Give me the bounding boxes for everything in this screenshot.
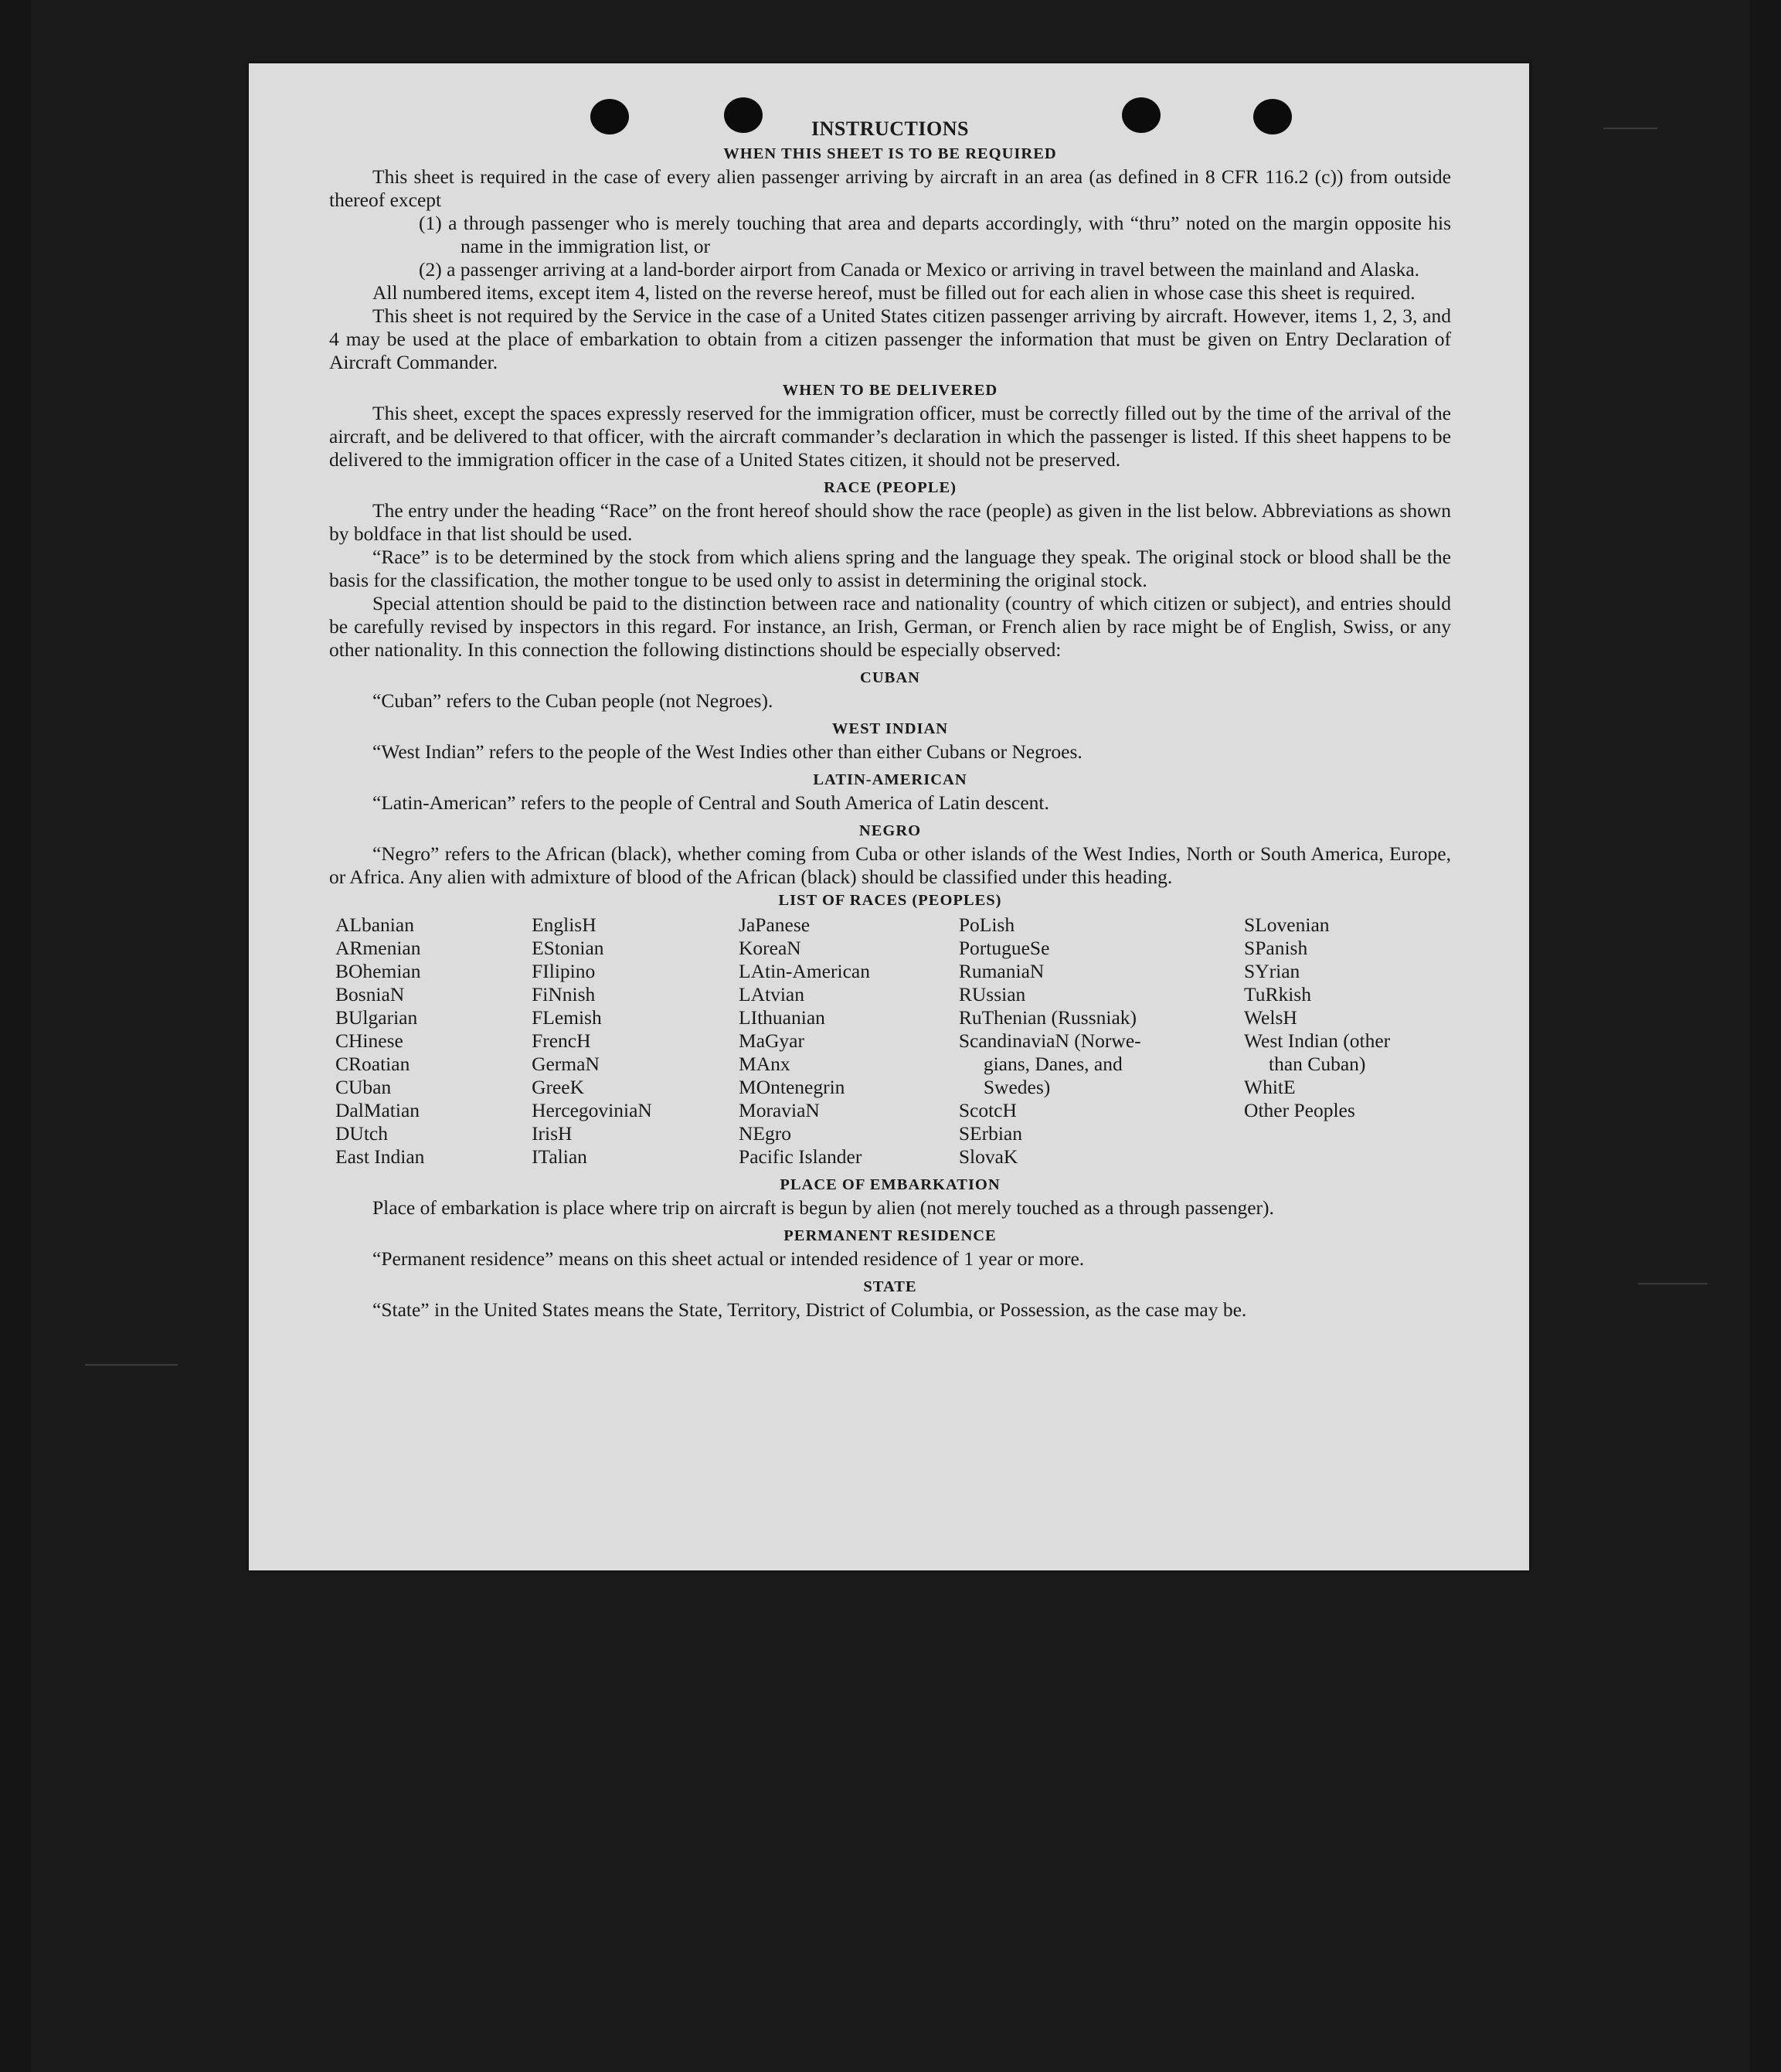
race-item: FiNnish xyxy=(532,983,596,1005)
race-item: LAtvian xyxy=(739,983,804,1005)
film-scratch xyxy=(1603,128,1657,129)
race-item: MOntenegrin xyxy=(739,1076,845,1098)
race-item: RuThenian (Russniak) xyxy=(958,1006,1137,1029)
section-heading-place-of-embarkation: PLACE OF EMBARKATION xyxy=(780,1176,1001,1193)
race-item: SYrian xyxy=(1244,960,1300,982)
section-heading-negro: NEGRO xyxy=(858,822,922,839)
race-item: LIthuanian xyxy=(739,1006,825,1029)
race-item: BOhemian xyxy=(335,960,421,982)
race-item: PortugueSe xyxy=(958,937,1050,959)
race-item: MaGyar xyxy=(739,1029,804,1052)
race-item: PoLish xyxy=(958,914,1015,936)
paragraph-when-required-intro: This sheet is required in the case of every alien passenger arriving by aircraft in an area (as defined in 8 CFR 116.2 (c)) from outside thereof except xyxy=(329,165,1451,211)
races-column-4 xyxy=(959,914,1244,1169)
paragraph-place-of-embarkation: Place of embarkation is place where trip on aircraft is begun by alien (not merely touched as a through passenger). xyxy=(372,1196,1274,1219)
race-item: West Indian (other xyxy=(1244,1029,1391,1052)
section-heading-cuban: CUBAN xyxy=(860,669,920,686)
race-item: CUban xyxy=(335,1076,392,1098)
paragraph-race-entry: The entry under the heading “Race” on the front hereof should show the race (people) as given in the list below. Abbreviations as shown by boldface in that list should be used. xyxy=(329,499,1451,545)
race-item: FrencH xyxy=(532,1029,591,1052)
race-item: GreeK xyxy=(532,1076,585,1098)
race-item: LAtin-American xyxy=(739,960,870,982)
race-item: TuRkish xyxy=(1244,983,1311,1005)
section-heading-west-indian: WEST INDIAN xyxy=(831,720,949,737)
page-title: INSTRUCTIONS xyxy=(811,117,969,140)
race-item: Other Peoples xyxy=(1244,1099,1355,1121)
race-item: SPanish xyxy=(1244,937,1308,959)
section-heading-when-delivered: WHEN TO BE DELIVERED xyxy=(782,382,998,399)
race-item: RumaniaN xyxy=(958,960,1045,982)
section-heading-state: STATE xyxy=(863,1278,917,1295)
race-item: SlovaK xyxy=(958,1145,1018,1168)
race-item: BUlgarian xyxy=(335,1006,418,1029)
race-item: CHinese xyxy=(335,1029,403,1052)
race-item: MAnx xyxy=(739,1053,790,1075)
race-item: MoraviaN xyxy=(739,1099,820,1121)
race-item: JaPanese xyxy=(739,914,811,936)
paragraph-negro: “Negro” refers to the African (black), whether coming from Cuba or other islands of the West Indies, North or South America, Europe, or Africa. Any alien with admixture of blood of the African (black) should be classified under this heading. xyxy=(329,842,1451,888)
race-item: RUssian xyxy=(958,983,1026,1005)
race-item: EStonian xyxy=(532,937,604,959)
paragraph-state: “State” in the United States means the State, Territory, District of Columbia, or Possession, as the case may be. xyxy=(372,1298,1247,1321)
exception-item-1: (1) a through passenger who is merely touching that area and departs accordingly, with “thru” noted on the margin opposite his name in the immigration list, or xyxy=(419,212,1451,257)
race-item: HercegoviniaN xyxy=(532,1099,652,1121)
race-item: WelsH xyxy=(1244,1006,1297,1029)
paragraph-citizen-passenger: This sheet is not required by the Service in the case of a United States citizen passenger arriving by aircraft. However, items 1, 2, 3, and 4 may be used at the place of embarkation to obtain from a citizen passenger the information that must be given on Entry Declaration of Aircraft Commander. xyxy=(329,305,1451,373)
race-item-continuation: Swedes) xyxy=(983,1076,1051,1098)
race-item: FLemish xyxy=(532,1006,602,1029)
race-item: ITalian xyxy=(532,1145,587,1168)
race-item: CRoatian xyxy=(335,1053,410,1075)
race-item: BosniaN xyxy=(335,983,405,1005)
paragraph-when-delivered: This sheet, except the spaces expressly reserved for the immigration officer, must be correctly filled out by the time of the arrival of the aircraft, and be delivered to that officer, with the aircraft commander’s declaration in which the passenger is listed. If this sheet happens to be delivered to the immigration officer in the case of a United States citizen, it should not be preserved. xyxy=(329,402,1451,471)
race-item: FIlipino xyxy=(532,960,596,982)
race-item: ScandinaviaN (Norwe- xyxy=(958,1029,1141,1052)
races-column-3 xyxy=(739,914,959,1169)
race-item: IrisH xyxy=(532,1122,573,1145)
film-edge-left xyxy=(0,0,31,2072)
race-item: DUtch xyxy=(335,1122,388,1145)
races-column-1 xyxy=(335,914,532,1169)
paragraph-west-indian: “West Indian” refers to the people of the West Indies other than either Cubans or Negroes. xyxy=(372,740,1083,763)
paragraph-permanent-residence: “Permanent residence” means on this sheet actual or intended residence of 1 year or more. xyxy=(372,1247,1085,1270)
paragraph-latin-american: “Latin-American” refers to the people of Central and South America of Latin descent. xyxy=(372,791,1049,814)
race-item: KoreaN xyxy=(739,937,801,959)
race-item: ALbanian xyxy=(335,914,414,936)
race-item: ScotcH xyxy=(958,1099,1017,1121)
races-column-5 xyxy=(1244,914,1451,1169)
race-item: East Indian xyxy=(335,1145,425,1168)
sheet-content xyxy=(329,117,1451,1322)
races-list xyxy=(329,914,1451,1169)
film-scratch xyxy=(1638,1283,1708,1284)
section-heading-when-required: WHEN THIS SHEET IS TO BE REQUIRED xyxy=(723,145,1057,162)
paragraph-race-nationality: Special attention should be paid to the distinction between race and nationality (country of which citizen or subject), and entries should be carefully revised by inspectors in this regard. For instance, an Irish, German, or French alien by race might be of English, Swiss, or any other nationality. In this connection the following distinctions should be especially observed: xyxy=(329,592,1451,661)
race-item: DalMatian xyxy=(335,1099,420,1121)
race-item: GermaN xyxy=(532,1053,600,1075)
section-heading-latin-american: LATIN-AMERICAN xyxy=(813,771,967,788)
film-edge-right xyxy=(1750,0,1781,2072)
instruction-sheet xyxy=(249,63,1529,1570)
race-item-continuation: than Cuban) xyxy=(1269,1053,1366,1075)
race-item: NEgro xyxy=(739,1122,791,1145)
paragraph-race-definition: “Race” is to be determined by the stock from which aliens spring and the language they speak. The original stock or blood shall be the basis for the classification, the mother tongue to be used only to assist in determining the original stock. xyxy=(329,546,1451,591)
races-column-2 xyxy=(532,914,739,1169)
race-item: Pacific Islander xyxy=(739,1145,862,1168)
exception-item-2: (2) a passenger arriving at a land-border airport from Canada or Mexico or arriving in travel between the mainland and Alaska. xyxy=(419,258,1420,281)
race-item: ARmenian xyxy=(335,937,421,959)
paragraph-numbered-items: All numbered items, except item 4, listed on the reverse hereof, must be filled out for each alien in whose case this sheet is required. xyxy=(372,281,1416,304)
race-item: SLovenian xyxy=(1244,914,1330,936)
race-item: SErbian xyxy=(958,1122,1022,1145)
paragraph-cuban: “Cuban” refers to the Cuban people (not Negroes). xyxy=(372,689,773,712)
race-item: EnglisH xyxy=(532,914,596,936)
film-scratch xyxy=(85,1364,178,1366)
race-item: WhitE xyxy=(1244,1076,1296,1098)
section-heading-list-of-races: LIST OF RACES (PEOPLES) xyxy=(778,892,1002,909)
race-item-continuation: gians, Danes, and xyxy=(983,1053,1123,1075)
section-heading-race: RACE (PEOPLE) xyxy=(824,479,957,496)
section-heading-permanent-residence: PERMANENT RESIDENCE xyxy=(783,1227,997,1244)
